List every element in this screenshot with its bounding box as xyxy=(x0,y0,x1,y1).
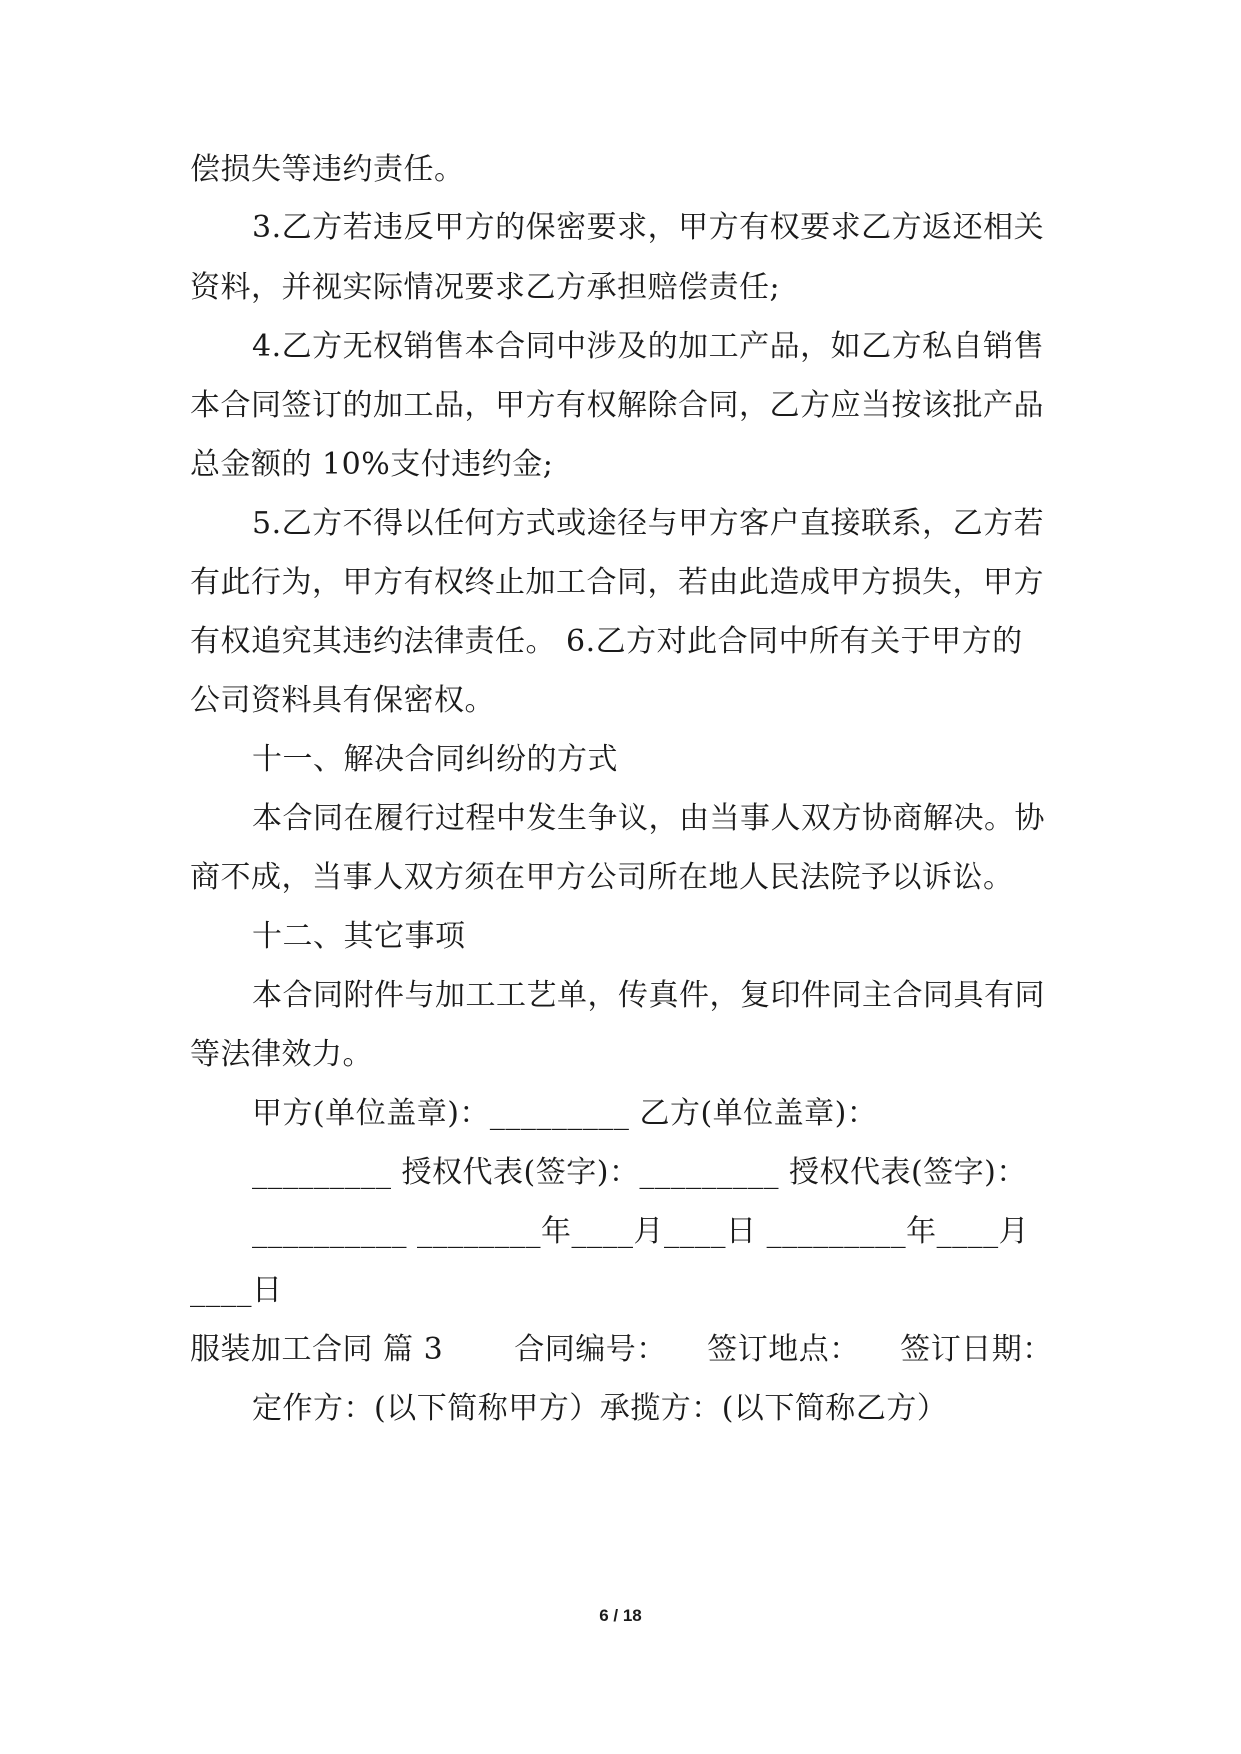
page-number: 6 / 18 xyxy=(599,1606,642,1625)
signature-line: 甲方(单位盖章)：_________ 乙方(单位盖章)： xyxy=(252,1096,878,1131)
date-line: __________ ________年____月____日 _________年____月 xyxy=(252,1214,1030,1249)
signature-line: _________ 授权代表(签字)：_________ 授权代表(签字)： xyxy=(252,1155,1027,1190)
text-line: 本合同附件与加工工艺单，传真件，复印件同主合同具有同 xyxy=(252,978,1045,1013)
text-line: 等法律效力。 xyxy=(190,1037,373,1072)
date-line: ____日 xyxy=(190,1273,283,1308)
section-heading: 十二、其它事项 xyxy=(252,919,466,954)
text-line: 5.乙方不得以任何方式或途径与甲方客户直接联系，乙方若 xyxy=(252,506,1045,541)
text-line: 本合同在履行过程中发生争议，由当事人双方协商解决。协 xyxy=(252,801,1045,836)
section-heading: 十一、解决合同纠纷的方式 xyxy=(252,742,618,777)
text-line: 偿损失等违约责任。 xyxy=(190,152,465,187)
text-line: 总金额的 10%支付违约金; xyxy=(190,447,554,482)
text-line: 3.乙方若违反甲方的保密要求，甲方有权要求乙方返还相关 xyxy=(252,210,1045,245)
text-line: 定作方：(以下简称甲方）承揽方：(以下简称乙方） xyxy=(252,1391,948,1426)
text-line: 本合同签订的加工品，甲方有权解除合同，乙方应当按该批产品 xyxy=(190,388,1044,423)
text-line: 有权追究其违约法律责任。 6.乙方对此合同中所有关于甲方的 xyxy=(190,624,1023,659)
text-line: 资料，并视实际情况要求乙方承担赔偿责任; xyxy=(190,270,781,305)
text-line: 有此行为，甲方有权终止加工合同，若由此造成甲方损失，甲方 xyxy=(190,565,1044,600)
text-line: 商不成，当事人双方须在甲方公司所在地人民法院予以诉讼。 xyxy=(190,860,1014,895)
text-line: 4.乙方无权销售本合同中涉及的加工产品，如乙方私自销售 xyxy=(252,329,1045,364)
text-line: 公司资料具有保密权。 xyxy=(190,683,495,718)
contract-title-line: 服装加工合同 篇 3 合同编号： 签订地点： 签订日期： xyxy=(190,1332,1053,1367)
